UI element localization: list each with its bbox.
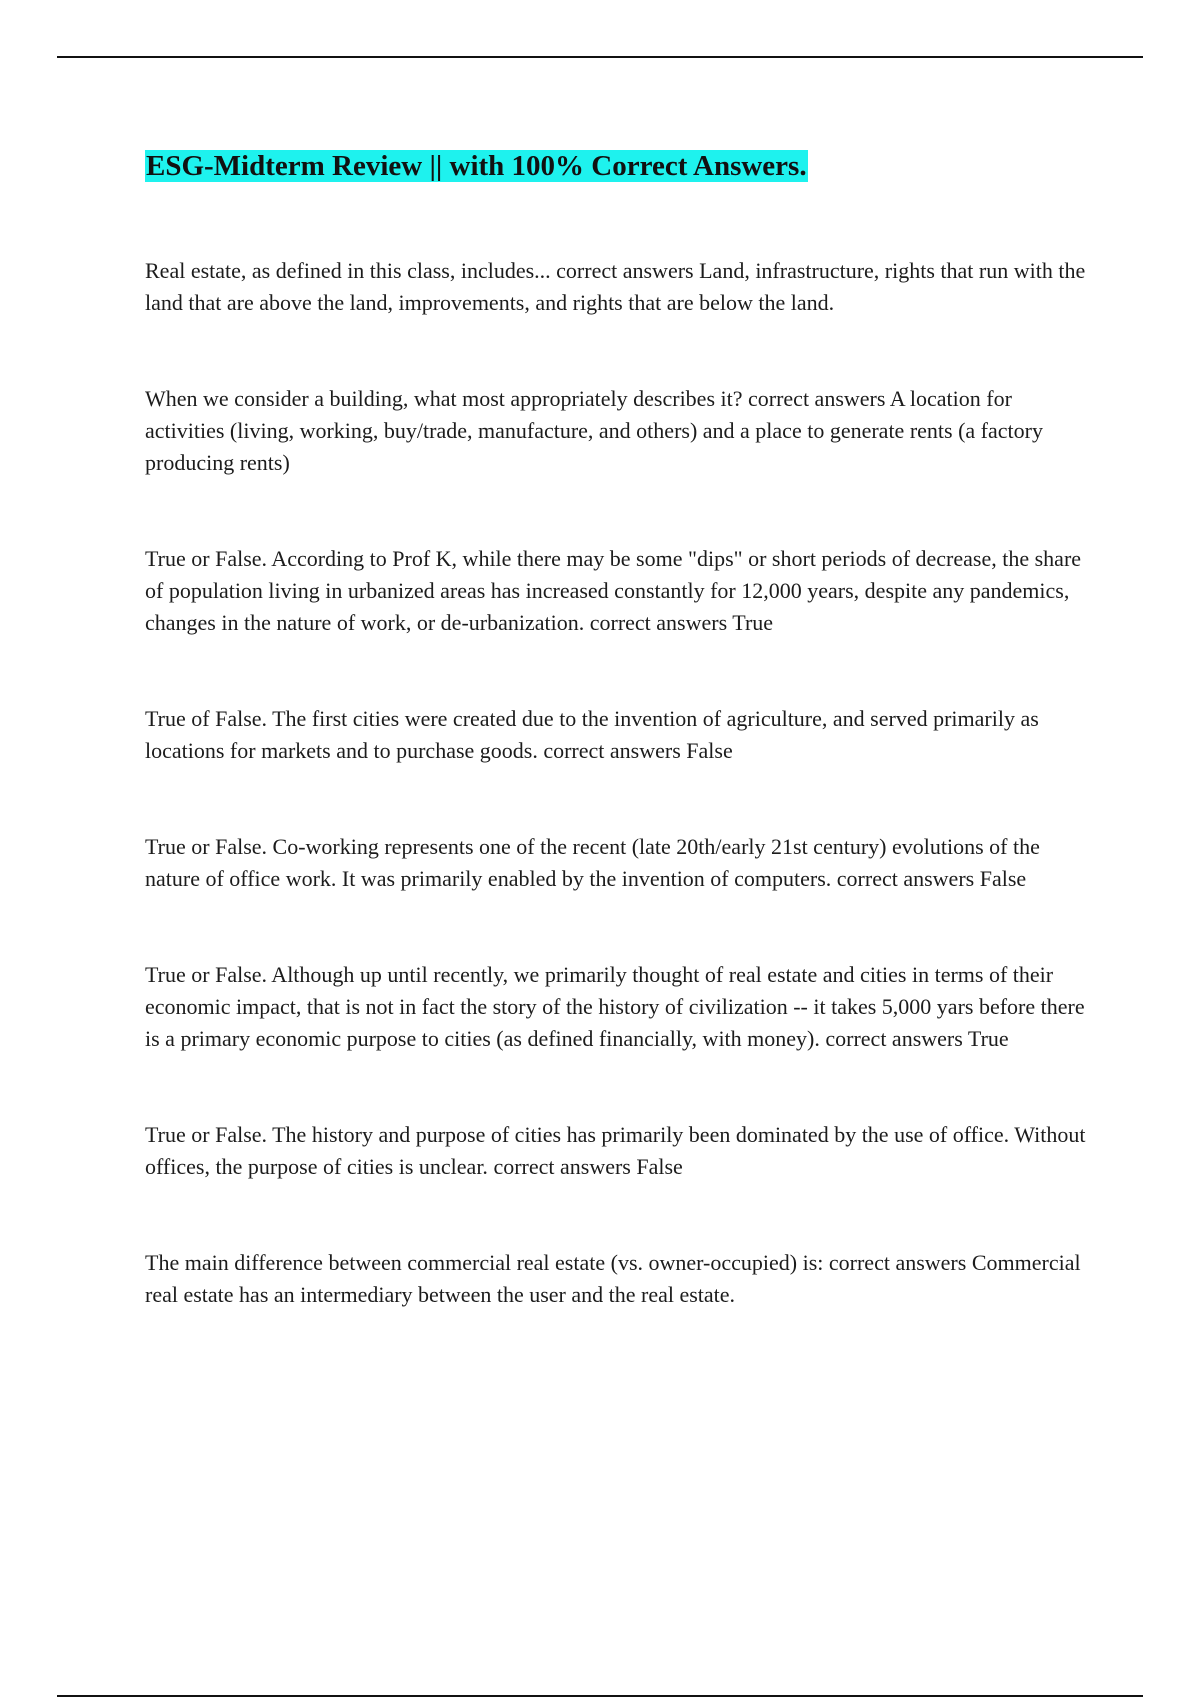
qa-item xyxy=(145,703,1095,767)
question-text: True or False. Co-working represents one of the recent (late 20th/early 21st century) evolutions of the nature of office work. It was primarily enabled by the invention of computers. xyxy=(145,834,1040,891)
question-text: True or False. Although up until recently, we primarily thought of real estate and cities in terms of their economic impact, that is not in fact the story of the history of civilization -- it takes 5,000 yars before there is a primary economic purpose to cities (as defined financially, with money). xyxy=(145,962,1085,1051)
qa-item xyxy=(145,831,1095,895)
answer-text: Commercial real estate has an intermediary between the user and the real estate. xyxy=(145,1250,1081,1307)
answer-marker: correct answers xyxy=(493,1154,631,1179)
title-highlight: ESG-Midterm Review || with 100% Correct Answers. xyxy=(146,150,807,182)
answer-marker: correct answers xyxy=(543,738,681,763)
question-text: Real estate, as defined in this class, includes... xyxy=(145,258,551,283)
qa-item xyxy=(145,383,1095,479)
document-title xyxy=(145,146,1095,186)
answer-marker: correct answers xyxy=(825,1026,963,1051)
answer-text: False xyxy=(686,738,733,763)
answer-marker: correct answers xyxy=(556,258,694,283)
document-body xyxy=(145,146,1095,1375)
qa-item xyxy=(145,1247,1095,1311)
answer-marker: correct answers xyxy=(748,386,886,411)
qa-item xyxy=(145,1119,1095,1183)
bottom-rule xyxy=(57,1695,1143,1697)
qa-list xyxy=(145,255,1095,1311)
top-rule xyxy=(57,56,1143,58)
question-text: True of False. The first cities were created due to the invention of agriculture, and served primarily as locations for markets and to purchase goods. xyxy=(145,706,1039,763)
answer-text: False xyxy=(636,1154,683,1179)
question-text: The main difference between commercial real estate (vs. owner-occupied) is: xyxy=(145,1250,824,1275)
answer-marker: correct answers xyxy=(589,610,728,635)
question-text: True or False. According to Prof K, while there may be some "dips" or short periods of decrease, the share of population living in urbanized areas has increased constantly for 12,000 years, despite any pandemics, changes in the nature of work, or de-urbanization. xyxy=(145,546,1082,635)
answer-text: False xyxy=(979,866,1027,891)
question-text: When we consider a building, what most appropriately describes it? xyxy=(145,386,743,411)
qa-item xyxy=(145,543,1095,639)
answer-text: True xyxy=(967,1026,1009,1051)
answer-text: Land, infrastructure, rights that run with the land that are above the land, improvements, and rights that are below the land. xyxy=(145,258,1086,315)
answer-text: A location for activities (living, working, buy/trade, manufacture, and others) and a place to generate rents (a factory producing rents) xyxy=(145,386,1043,475)
qa-item xyxy=(145,959,1095,1055)
answer-marker: correct answers xyxy=(828,1250,967,1275)
answer-text: True xyxy=(732,610,774,635)
qa-item xyxy=(145,255,1095,319)
answer-marker: correct answers xyxy=(836,866,975,891)
question-text: True or False. The history and purpose of cities has primarily been dominated by the use of office. Without offices, the purpose of cities is unclear. xyxy=(145,1122,1086,1179)
